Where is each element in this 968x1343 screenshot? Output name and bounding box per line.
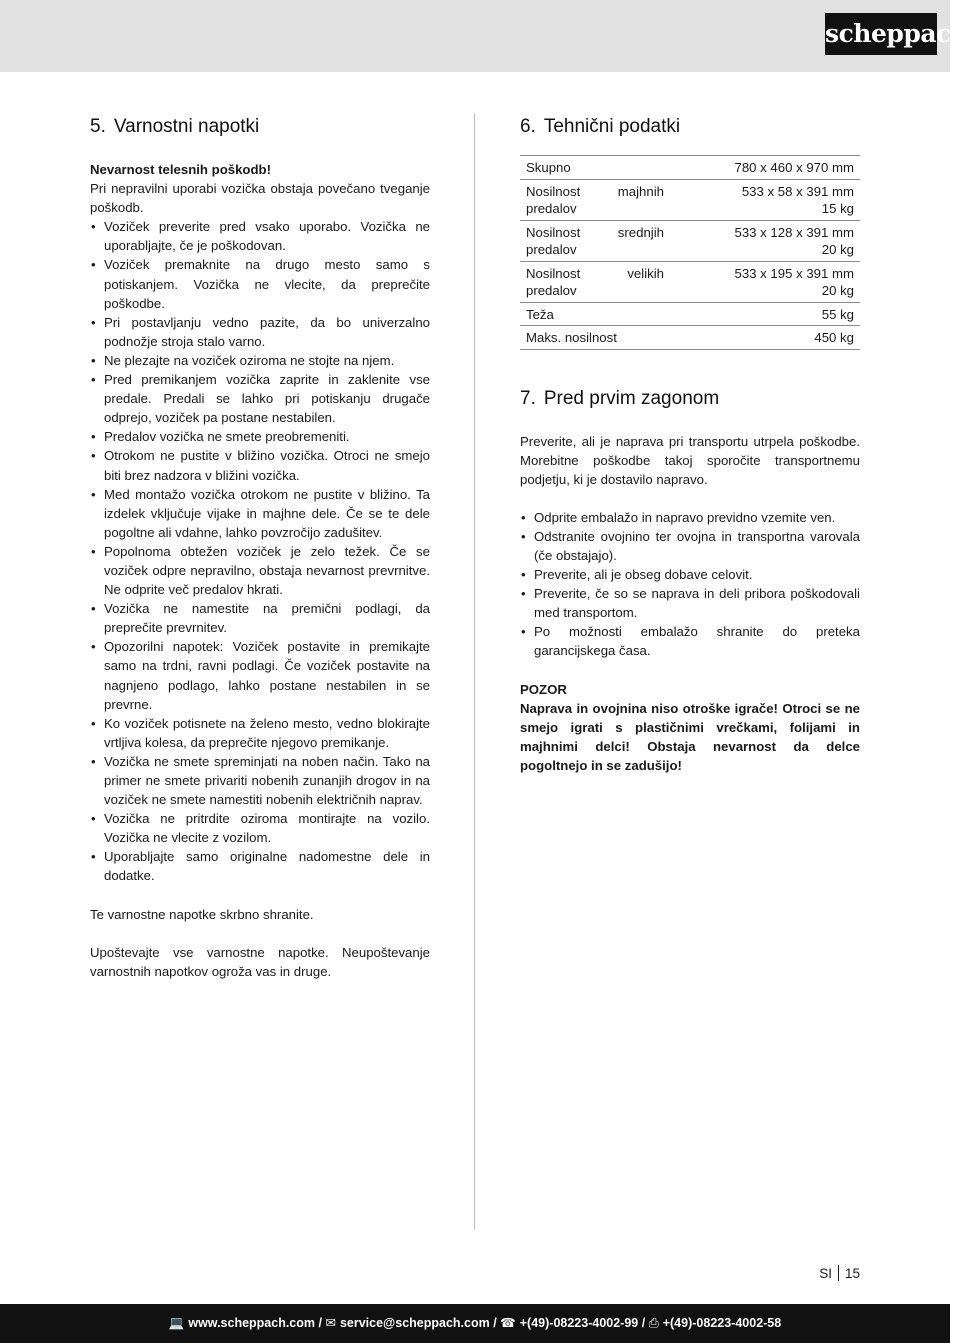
- table-row: [520, 156, 860, 180]
- page-number-value: 15: [844, 1266, 860, 1281]
- spec-value: 533 x 128 x 391 mm 20 kg: [670, 220, 860, 261]
- list-item: • Pri postavljanju vedno pazite, da bo univerzalno podnožje stroja stalo varno.: [90, 313, 430, 351]
- spec-value: 450 kg: [670, 326, 860, 350]
- footer-separator: /: [641, 1316, 646, 1330]
- startup-heading: [520, 386, 860, 412]
- table-row: [520, 302, 860, 326]
- page-language: SI: [819, 1266, 832, 1281]
- list-item: • Vozička ne namestite na premični podlagi, da preprečite prevrnitev.: [90, 599, 430, 637]
- contact-footer: [0, 1304, 950, 1343]
- list-item: • Voziček preverite pred vsako uporabo. Vozička ne uporabljajte, če je poškodovan.: [90, 217, 430, 255]
- spec-label: Nosilnost majhnih predalov: [520, 179, 670, 220]
- startup-heading-title: Pred prvim zagonom: [543, 387, 720, 409]
- spec-value: 533 x 195 x 391 mm 20 kg: [670, 261, 860, 302]
- technical-data-table: [520, 155, 860, 350]
- technical-heading: [520, 114, 860, 140]
- injury-warning-intro: Pri nepravilni uporabi vozička obstaja povečano tveganje poškodb.: [90, 181, 430, 216]
- right-column: [520, 114, 860, 775]
- list-item: • Ko voziček potisnete na želeno mesto, vedno blokirajte vrtljiva kolesa, da preprečite njegovo premikanje.: [90, 714, 430, 752]
- spec-value: 55 kg: [670, 302, 860, 326]
- table-row: [520, 326, 860, 350]
- caution-text: Naprava in ovojnina niso otroške igrače! Otroci se ne smejo igrati s plastičnimi vrečkami, folijami in majhnimi delci! Obstaja nevarnost da delce pogoltnejo in se zadušijo!: [520, 700, 860, 773]
- phone-icon: ☎: [500, 1316, 516, 1330]
- footer-separator: /: [493, 1316, 497, 1330]
- spec-value: 780 x 460 x 970 mm: [670, 156, 860, 180]
- list-item: • Odprite embalažo in napravo previdno vzemite ven.: [520, 508, 860, 527]
- list-item: • Opozorilni napotek: Voziček postavite in premikajte samo na trdni, ravni podlagi. Če voziček postavite na nagnjeno podlago, lahko postane nestabilen in se prevrne.: [90, 637, 430, 713]
- safety-section: [90, 114, 430, 981]
- startup-heading-number: 7.: [520, 387, 536, 409]
- spec-value: 533 x 58 x 391 mm 15 kg: [670, 179, 860, 220]
- footer-fax: +(49)-08223-4002-58: [662, 1316, 782, 1330]
- spec-label: Maks. nosilnost: [520, 326, 670, 350]
- spec-label: Nosilnost velikih predalov: [520, 261, 670, 302]
- page-number-separator: [838, 1265, 839, 1281]
- list-item: • Vozička ne pritrdite oziroma montirajte na vozilo. Vozička ne vlecite z vozilom.: [90, 809, 430, 847]
- list-item: • Odstranite ovojnino ter ovojna in transportna varovala (če obstajajo).: [520, 527, 860, 565]
- injury-warning-title: Nevarnost telesnih poškodb!: [90, 162, 271, 177]
- page-number: [819, 1265, 860, 1283]
- list-item: • Predalov vozička ne smete preobremeniti.: [90, 427, 430, 446]
- footer-phone: +(49)-08223-4002-99: [519, 1316, 639, 1330]
- startup-intro: Preverite, ali je naprava pri transportu utrpela poškodbe. Morebitne poškodbe takoj sporočite transportnemu podjetju, ki je dostavilo napravo.: [520, 433, 860, 487]
- table-row: [520, 220, 860, 261]
- technical-heading-number: 6.: [520, 116, 536, 137]
- safety-closing-note: Upoštevajte vse varnostne napotke. Neupoštevanje varnostnih napotkov ogroža vas in druge.: [90, 944, 430, 979]
- spec-label: Skupno: [520, 156, 670, 180]
- list-item: • Otrokom ne pustite v bližino vozička. Otroci ne smejo biti brez nadzora v bližini vozička.: [90, 446, 430, 484]
- list-item: • Vozička ne smete spreminjati na noben način. Tako na primer ne smete privariti nobenih zunanjih drogov in na voziček ne smete namestiti nobenih električnih naprav.: [90, 752, 430, 809]
- scheppach-logo: scheppach: [825, 13, 937, 55]
- list-item: • Popolnoma obtežen voziček je zelo težek. Če se voziček odpre nepravilno, obstaja nevarnost prevrnitve. Ne odprite več predalov hkrati.: [90, 542, 430, 599]
- computer-icon: 💻: [168, 1316, 185, 1330]
- column-divider: [474, 113, 475, 1230]
- mail-icon: ✉: [325, 1316, 336, 1330]
- safety-heading-title: Varnostni napotki: [113, 116, 260, 137]
- footer-separator: /: [318, 1316, 322, 1330]
- list-item: • Ne plezajte na voziček oziroma ne stojte na njem.: [90, 351, 430, 370]
- caution-title: POZOR: [520, 681, 567, 697]
- table-row: [520, 261, 860, 302]
- footer-email[interactable]: service@scheppach.com: [339, 1316, 490, 1330]
- list-item: • Uporabljajte samo originalne nadomestne dele in dodatke.: [90, 847, 430, 885]
- list-item: • Preverite, če so se naprava in deli pribora poškodovali med transportom.: [520, 584, 860, 622]
- list-item: • Voziček premaknite na drugo mesto samo s potiskanjem. Vozička ne vlecite, da preprečite poškodbe.: [90, 255, 430, 312]
- spec-label: Nosilnost srednjih predalov: [520, 220, 670, 261]
- fax-icon: ⎙: [648, 1316, 659, 1330]
- table-row: [520, 179, 860, 220]
- safety-heading: [90, 114, 430, 140]
- header-band: [0, 0, 950, 72]
- safety-bullet-list: [90, 217, 430, 885]
- safety-heading-number: 5.: [90, 116, 106, 137]
- list-item: • Po možnosti embalažo shranite do preteka garancijskega časa.: [520, 622, 860, 660]
- keep-instructions-note: Te varnostne napotke skrbno shranite.: [90, 906, 314, 922]
- startup-bullet-list: [520, 508, 860, 661]
- list-item: • Med montažo vozička otrokom ne pustite v bližino. Ta izdelek vključuje vijake in majhne dele. Če se te dele pogoltne ali vdahne, lahko povzročijo zadušitev.: [90, 485, 430, 542]
- technical-heading-title: Tehnični podatki: [543, 116, 681, 137]
- list-item: • Preverite, ali je obseg dobave celovit.: [520, 565, 860, 584]
- spec-label: Teža: [520, 302, 670, 326]
- footer-website[interactable]: www.scheppach.com: [188, 1316, 316, 1330]
- list-item: • Pred premikanjem vozička zaprite in zaklenite vse predale. Predali se lahko pri potiskanju drugače odprejo, voziček pa postane nestabilen.: [90, 370, 430, 427]
